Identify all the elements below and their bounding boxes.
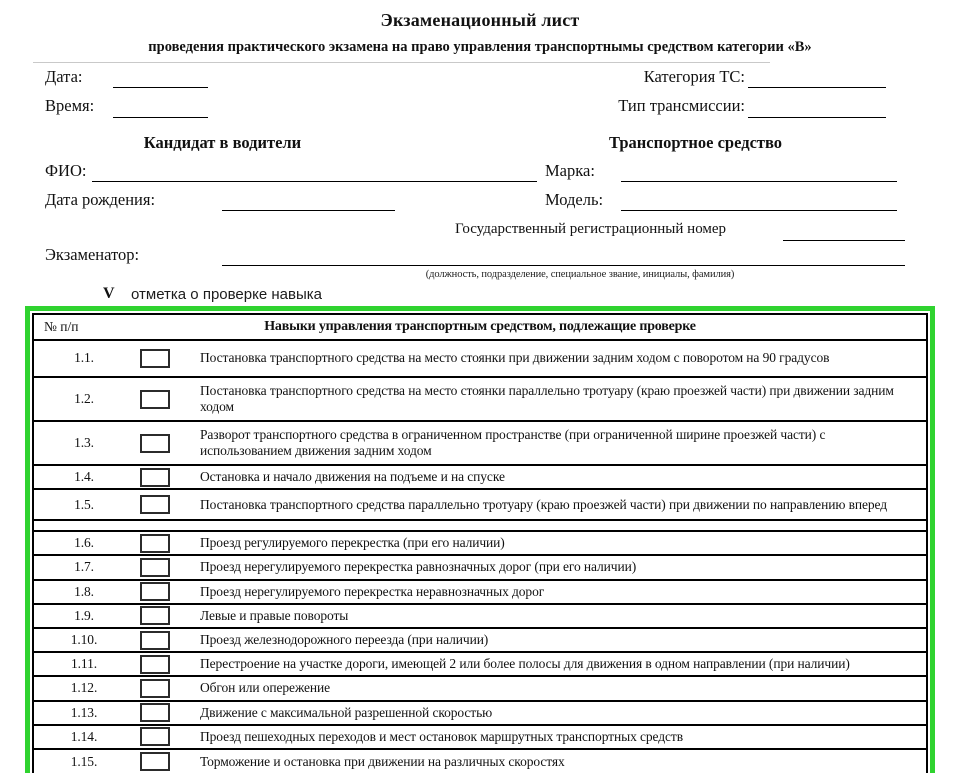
table-row	[34, 627, 926, 651]
header-divider	[33, 62, 770, 63]
skill-description: Обгон или опережение	[200, 680, 331, 696]
table-row	[34, 651, 926, 675]
table-row	[34, 603, 926, 627]
skill-checkbox[interactable]	[140, 534, 170, 553]
skill-description: Постановка транспортного средства на место стоянки параллельно тротуару (краю проезжей части) при движении задним ходом	[200, 382, 894, 414]
fio-field-line[interactable]	[92, 181, 537, 182]
birthdate-label: Дата рождения:	[45, 190, 156, 209]
skill-number: 1.14.	[70, 728, 98, 744]
birthdate-field-line[interactable]	[222, 210, 395, 211]
examiner-caption: (должность, подразделение, специальное звание, инициалы, фамилия)	[425, 269, 735, 280]
skill-checkbox[interactable]	[140, 655, 170, 674]
checkmark-symbol: V	[103, 285, 115, 302]
skill-checkbox[interactable]	[140, 495, 170, 514]
skill-checkbox[interactable]	[140, 582, 170, 601]
skill-description: Проезд регулируемого перекрестка (при его наличии)	[200, 535, 505, 551]
skill-number: 1.3.	[74, 434, 94, 450]
table-row	[34, 724, 926, 748]
skills-column-header: Навыки управления транспортным средством, подлежащие проверке	[264, 319, 696, 334]
fio-label: ФИО:	[45, 161, 87, 180]
table-row	[34, 488, 926, 519]
skill-description: Проезд железнодорожного переезда (при наличии)	[200, 631, 489, 647]
skill-description: Постановка транспортного средства на место стоянки при движении задним ходом с поворотом на 90 градусов	[200, 350, 830, 366]
skill-description: Торможение и остановка при движении на различных скоростях	[200, 753, 565, 769]
skill-number: 1.8.	[74, 583, 94, 599]
skill-number: 1.1.	[74, 350, 94, 366]
time-label: Время:	[45, 96, 95, 115]
table-row	[34, 748, 926, 773]
reg-number-field-line[interactable]	[783, 240, 905, 241]
page-subtitle: проведения практического экзамена на право управления транспортнымы средством категории «В»	[148, 39, 812, 55]
vehicle-section-header: Транспортное средство	[608, 133, 783, 152]
skill-checkbox[interactable]	[140, 434, 170, 453]
skill-number: 1.4.	[74, 469, 94, 484]
brand-label: Марка:	[545, 161, 595, 180]
examiner-field-line[interactable]	[222, 265, 905, 266]
table-row	[34, 554, 926, 578]
skills-table-header-row	[34, 315, 926, 339]
skill-number: 1.6.	[74, 535, 94, 551]
skill-number: 1.15.	[70, 753, 98, 769]
skill-number: 1.13.	[70, 704, 98, 720]
skills-table	[32, 313, 928, 773]
skill-number: 1.9.	[74, 607, 94, 623]
vehicle-category-label: Категория ТС:	[643, 67, 745, 86]
table-row	[34, 675, 926, 699]
skill-number: 1.12.	[70, 680, 98, 696]
table-row	[34, 579, 926, 603]
table-row	[34, 530, 926, 554]
skill-checkbox[interactable]	[140, 752, 170, 771]
checkmark-legend-text: отметка о проверке навыка	[131, 286, 322, 303]
skill-description: Проезд пешеходных переходов и мест остановок маршрутных транспортных средств	[200, 728, 683, 744]
group-divider	[34, 519, 926, 530]
skills-table-body	[34, 339, 926, 773]
table-row	[34, 339, 926, 376]
skill-description: Остановка и начало движения на подъеме и на спуске	[200, 469, 505, 484]
table-row	[34, 420, 926, 464]
model-label: Модель:	[545, 190, 604, 209]
skills-table-frame	[25, 306, 935, 773]
skill-number: 1.5.	[74, 496, 94, 512]
skill-checkbox[interactable]	[140, 558, 170, 577]
skill-description: Левые и правые повороты	[200, 607, 349, 623]
skill-description: Постановка транспортного средства параллельно тротуару (краю проезжей части) при движении по направлению вперед	[200, 496, 888, 512]
transmission-type-label: Тип трансмиссии:	[618, 96, 745, 115]
skill-number: 1.10.	[70, 631, 98, 647]
page-title: Экзаменационный лист	[380, 10, 580, 30]
model-field-line[interactable]	[621, 210, 897, 211]
skill-description: Разворот транспортного средства в ограниченном пространстве (при ограниченной ширине проезжей части) с использованием движения задним ходом	[200, 426, 826, 458]
date-field-line[interactable]	[113, 87, 208, 88]
time-field-line[interactable]	[113, 117, 208, 118]
date-label: Дата:	[45, 67, 83, 86]
skill-checkbox[interactable]	[140, 606, 170, 625]
examiner-label: Экзаменатор:	[45, 245, 140, 264]
skill-checkbox[interactable]	[140, 631, 170, 650]
skill-checkbox[interactable]	[140, 703, 170, 722]
skill-number: 1.11.	[71, 656, 97, 672]
skill-description: Проезд нерегулируемого перекрестка неравнозначных дорог	[200, 583, 545, 599]
skill-checkbox[interactable]	[140, 390, 170, 409]
reg-number-label: Государственный регистрационный номер	[455, 221, 727, 237]
number-column-header: № п/п	[44, 319, 79, 334]
skill-description: Перестроение на участке дороги, имеющей 2 или более полосы для движения в одном направлении (при наличии)	[200, 656, 850, 672]
skill-number: 1.7.	[74, 559, 94, 575]
table-row	[34, 376, 926, 420]
skill-description: Проезд нерегулируемого перекрестка равнозначных дорог (при его наличии)	[200, 559, 637, 575]
skill-checkbox[interactable]	[140, 679, 170, 698]
vehicle-category-field-line[interactable]	[748, 87, 886, 88]
skill-checkbox[interactable]	[140, 727, 170, 746]
skill-description: Движение с максимальной разрешенной скоростью	[200, 704, 493, 720]
brand-field-line[interactable]	[621, 181, 897, 182]
skill-checkbox[interactable]	[140, 349, 170, 368]
transmission-type-field-line[interactable]	[748, 117, 886, 118]
table-row	[34, 464, 926, 488]
skill-checkbox[interactable]	[140, 468, 170, 487]
skill-number: 1.2.	[74, 390, 94, 406]
candidate-section-header: Кандидат в водители	[143, 133, 302, 152]
table-row	[34, 700, 926, 724]
